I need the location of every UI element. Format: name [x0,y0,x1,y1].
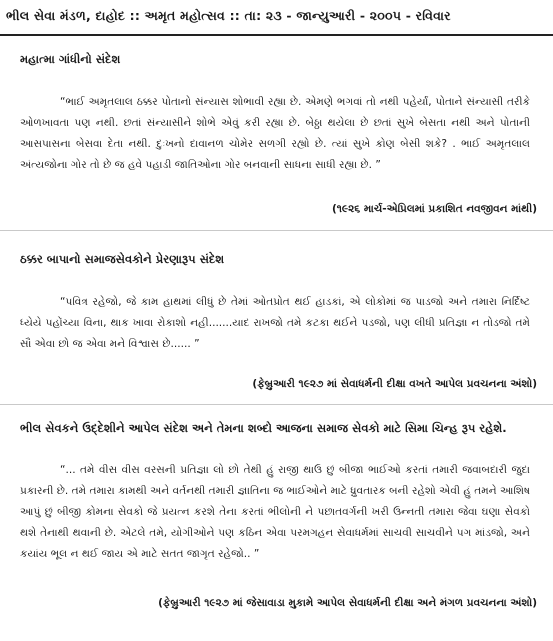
quote-gandhi: “ભાઈ અમૃતલાલ ઠક્કર પોતાનો સંન્યાસ શોભાવી રહ્યા છે. એમણે ભગવાં તો નથી પહેર્યાં, પોતાને સંન્યાસી તરીકે ઓળખાવતા પણ નથી. છતાં સંન્યાસીને શોભે એવું કરી રહ્યા છે. બેઠ્ઠા થયેલા છે છતાં સુખે બેસતા નથી અને પોતાની આસપાસના બેસવા દેતા નથી. દુઃખનો દાવાનળ ચોમેર સળગી રહ્યો છે. ત્યાં સુખે કોણ બેસી શકે? . ભાઈ અમૃતલાલ અંત્યજોના ગોર તો છે જ હવે પહાડી જાતિઓના ગોર બનવાની સાધના સાધી રહ્યા છે. ” [20,96,530,171]
section-heading-gandhi: મહાત્મા ગાંધીનો સંદેશ [20,52,121,66]
section-heading-thakkar-bapa: ઠક્કર બાપાનો સમાજસેવકોને પ્રેરણારૂપ સંદેશ [20,252,225,266]
page-header: ભીલ સેવા મંડળ, દાહોદ :: અમૃત મહોત્સવ :: તા: ૨૩ - જાન્યુઆરી - ૨૦૦૫ - રવિવાર [0,0,553,36]
quote-bhil-sevak: “... તમે વીસ વીસ વરસની પ્રતિજ્ઞા લો છો તેથી હું રાજી થાઉ છું બીજા ભાઈઓ કરતાં તમારી જવાબદારી જુદા પ્રકારની છે. તમે તમારા કામથી અને વર્તનથી તમારી જ્ઞાતિના જ ભાઈઓને માટે ધ્રુવતારક બની રહેશો એવી હું તમને આશિષ આપું છું બીજી કોમના સેવકો જે પ્રયત્ન કરશે તેના કરતાં ભીલોની ને પછાતવર્ગની ખરી ઉન્નતી તમારા જેવા ઘણા સેવકો થશે તેનાથી થવાની છે. એટલે તમે, યોગીઓને પણ કઠિન એવા પરમગહન સેવાધર્મમાં સાચવી સાચવીને પગ માંડજો, અને કયાંય ભૂલ ન થઈ જાય એ માટે સતત જાગૃત રહેજો.. ” [20,464,530,560]
source-bhil-sevak: (ફેબ્રુઆરી ૧૯૨૭ માં જેસાવાડા મુકામે આપેલ સેવાધર્મની દીક્ષા અને મંગળ પ્રવચનના અંશો) [158,597,537,609]
section-divider [0,230,553,231]
section-heading-bhil-sevak: ભીલ સેવકને ઉદ્દેશીને આપેલ સંદેશ અને તેમના શબ્દો આજના સમાજ સેવકો માટે સિમા ચિન્હ રૂપ રહેશે. [20,421,507,435]
quote-thakkar-bapa: “પવિત્ર રહેજો, જે કામ હાથમાં લીધું છે તેમાં ઓતપ્રોત થઈ હાડકાં, એ લોકોમાં જ પાડજો અને તમારા નિર્દિષ્ટ ધ્યેયે પહોંચ્યા વિના, થાક ખાવા રોકાશો નહી.......યાદ રાખજો તમે કટકા થઈને પડજો, પણ લીધી પ્રતિજ્ઞા ન તોડજો તમે સૌ એવા છો જ એવા મને વિશ્વાસ છે...... ” [20,296,530,350]
source-gandhi: (૧૯૨૬ માર્ચ-એપ્રિલમાં પ્રકાશિત નવજીવન માંથી) [331,203,537,215]
source-thakkar-bapa: (ફેબ્રુઆરી ૧૯૨૭ માં સેવાધર્મની દીક્ષા વખતે આપેલ પ્રવચનના અંશો) [252,378,537,390]
section-divider [0,404,553,405]
